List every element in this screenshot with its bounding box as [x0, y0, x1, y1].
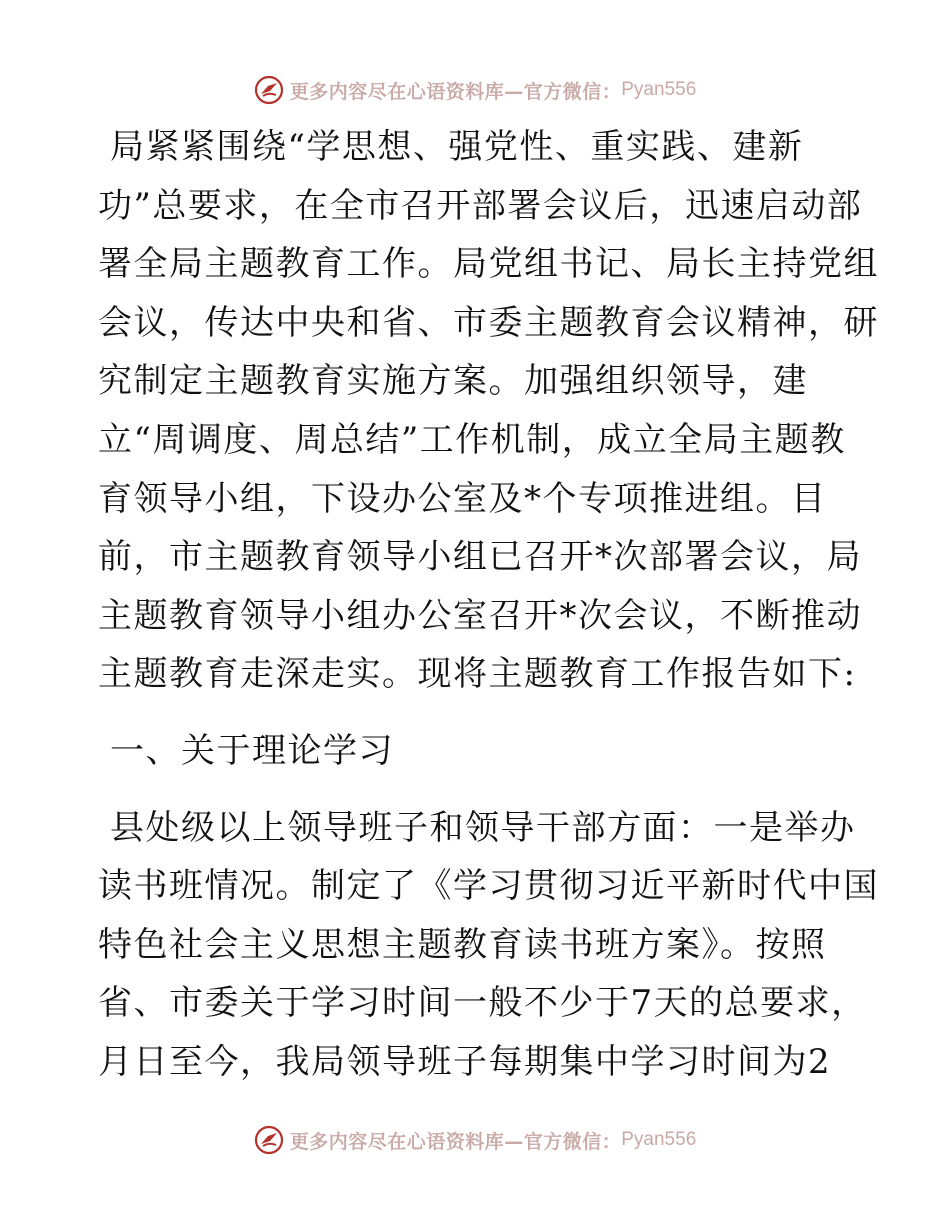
text-line: 前，市主题教育领导小组已召开*次部署会议，局	[98, 537, 862, 578]
wechat-id: Pyan556	[621, 1129, 697, 1150]
text-line: 会议，传达中央和省、市委主题教育会议精神，研	[98, 302, 879, 343]
text-line: 省、市委关于学习时间一般不少于7天的总要求，	[98, 983, 867, 1024]
text-line: 究制定主题教育实施方案。加强组织领导，建	[98, 361, 808, 402]
header-banner	[0, 70, 950, 110]
paragraph-study	[98, 799, 879, 1092]
text-line: 育领导小组，下设办公室及*个专项推进组。目	[98, 478, 827, 519]
text-line: 立“周调度、周总结”工作机制，成立全局主题教	[98, 419, 846, 460]
paragraph-intro	[98, 118, 879, 704]
text-line: 局紧紧围绕“学思想、强党性、重实践、建新	[110, 127, 804, 167]
book-logo-icon	[254, 1125, 284, 1155]
spacer	[98, 704, 858, 722]
text-line: 署全局主题教育工作。局党组书记、局长主持党组	[98, 244, 879, 285]
text-line: 功”总要求，在全市召开部署会议后，迅速启动部	[98, 185, 863, 226]
text-line: 读书班情况。制定了《学习贯彻习近平新时代中国	[98, 866, 879, 907]
text-line: 主题教育领导小组办公室召开*次会议，不断推动	[98, 595, 862, 636]
spacer	[98, 781, 858, 799]
promo-text: 更多内容尽在心语资料库—官方微信：	[289, 80, 622, 103]
text-line: 特色社会主义思想主题教育读书班方案》。按照	[98, 924, 827, 965]
footer-banner	[0, 1120, 950, 1160]
section-heading: 一、关于理论学习	[110, 730, 394, 771]
promo-text: 更多内容尽在心语资料库—官方微信：	[289, 1130, 622, 1153]
book-logo-icon	[254, 75, 284, 105]
text-line: 主题教育走深走实。现将主题教育工作报告如下:	[98, 654, 857, 695]
text-line: 月日至今，我局领导班子每期集中学习时间为2	[98, 1041, 832, 1082]
text-line: 县处级以上领导班子和领导干部方面：一是举办	[110, 807, 856, 848]
document-body	[98, 118, 879, 1092]
wechat-id: Pyan556	[621, 79, 697, 100]
